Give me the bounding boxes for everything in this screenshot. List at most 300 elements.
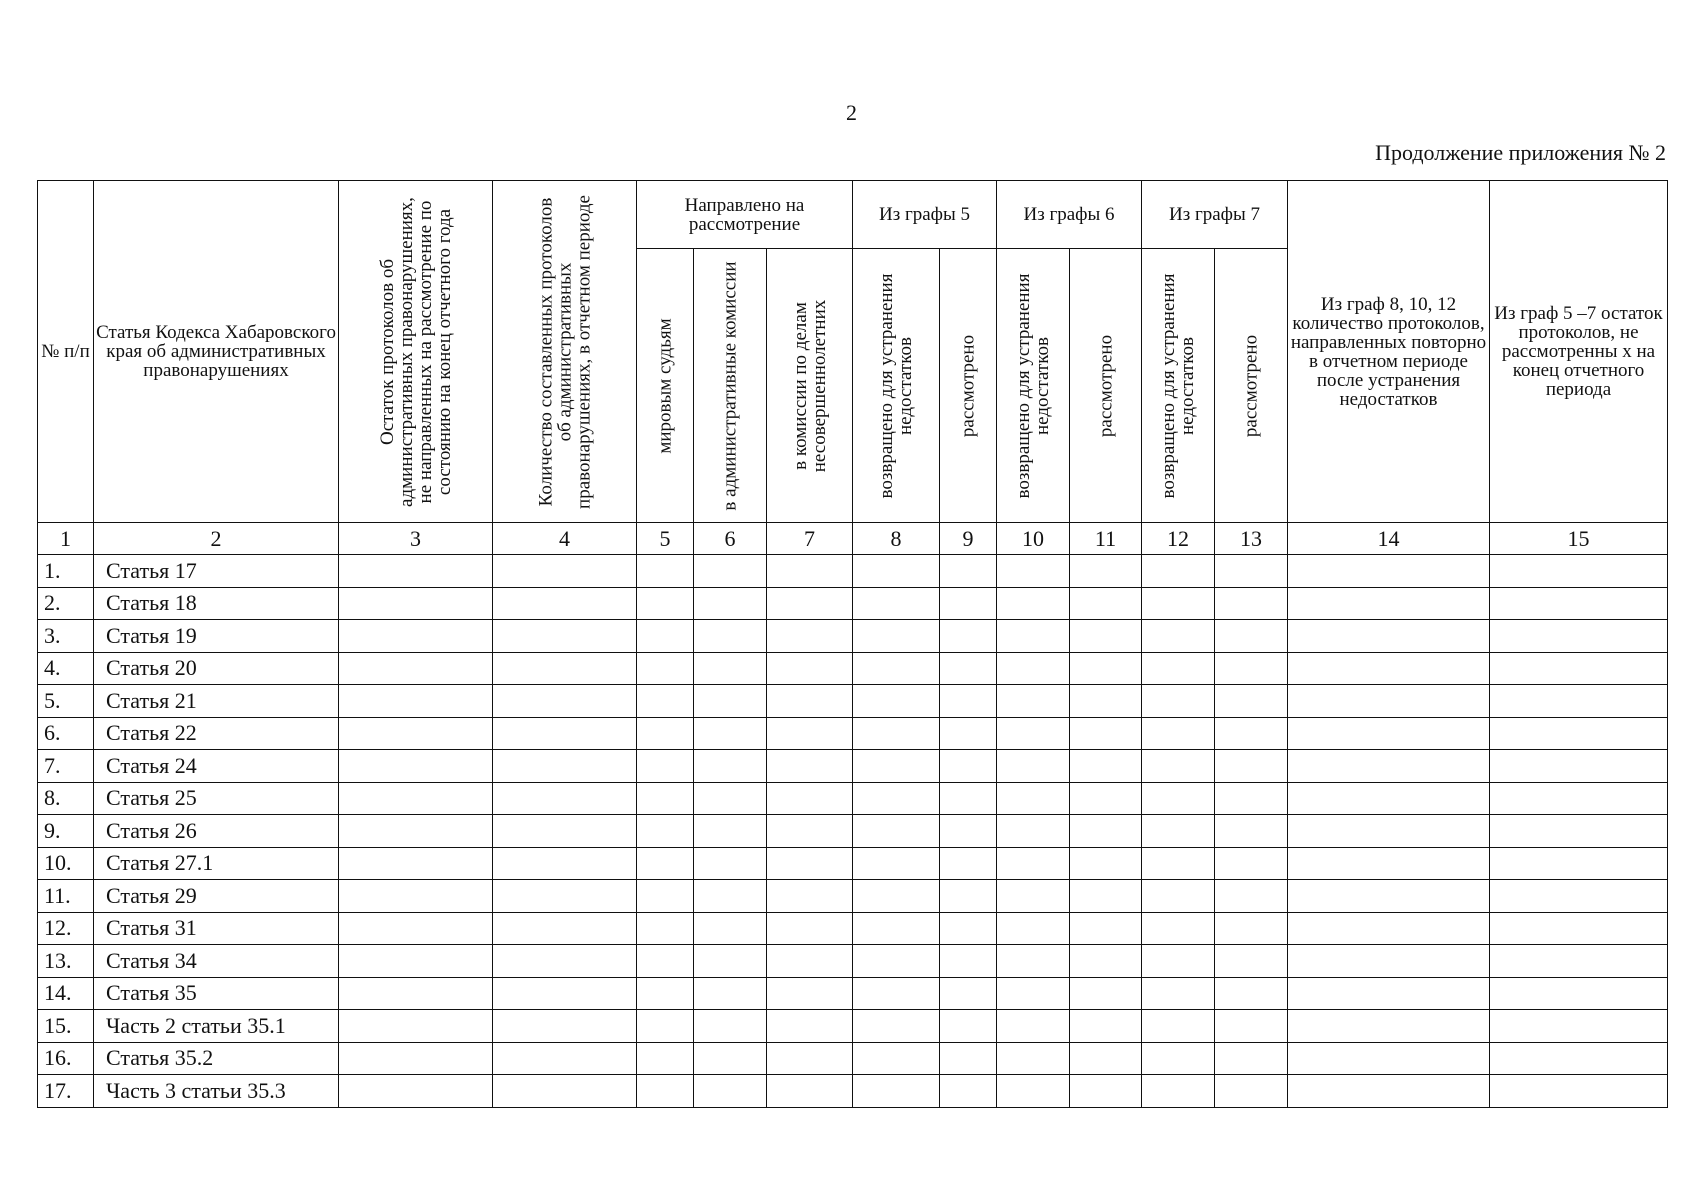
entry-cell[interactable] — [1142, 652, 1215, 685]
page-number: 2 — [846, 100, 857, 125]
entry-cell[interactable] — [339, 977, 493, 1010]
row-article: Статья 22 — [94, 717, 339, 750]
entry-cell[interactable] — [493, 847, 637, 880]
entry-cell[interactable] — [493, 977, 637, 1010]
row-article: Статья 20 — [94, 652, 339, 685]
row-article: Статья 35.2 — [94, 1042, 339, 1075]
entry-cell[interactable] — [1215, 717, 1288, 750]
entry-cell[interactable] — [1288, 717, 1490, 750]
entry-cell[interactable] — [940, 1075, 997, 1108]
entry-cell[interactable] — [1490, 1075, 1668, 1108]
entry-cell[interactable] — [1070, 880, 1142, 913]
entry-cell[interactable] — [694, 1010, 767, 1043]
entry-cell[interactable] — [493, 555, 637, 588]
row-article: Часть 2 статьи 35.1 — [94, 1010, 339, 1043]
entry-cell[interactable] — [1288, 652, 1490, 685]
entry-cell[interactable] — [997, 750, 1070, 783]
entry-cell[interactable] — [853, 555, 940, 588]
entry-cell[interactable] — [853, 717, 940, 750]
entry-cell[interactable] — [493, 815, 637, 848]
entry-cell[interactable] — [493, 685, 637, 718]
entry-cell[interactable] — [1070, 1010, 1142, 1043]
entry-cell[interactable] — [1288, 977, 1490, 1010]
row-number: 16. — [38, 1042, 94, 1075]
entry-cell[interactable] — [1288, 555, 1490, 588]
entry-cell[interactable] — [637, 1042, 694, 1075]
row-number: 11. — [38, 880, 94, 913]
column-number: 8 — [853, 523, 940, 555]
header-considered-6-label: рассмотрено — [1095, 334, 1116, 437]
entry-cell[interactable] — [997, 1042, 1070, 1075]
entry-cell[interactable] — [1215, 945, 1288, 978]
row-article: Статья 21 — [94, 685, 339, 718]
entry-cell[interactable] — [940, 620, 997, 653]
header-returned-7-label: возвращено для устранения недостатков — [1158, 273, 1198, 498]
entry-cell[interactable] — [1142, 945, 1215, 978]
entry-cell[interactable] — [997, 1010, 1070, 1043]
entry-cell[interactable] — [853, 945, 940, 978]
table-row — [38, 1075, 1668, 1108]
entry-cell[interactable] — [1070, 685, 1142, 718]
entry-cell[interactable] — [339, 880, 493, 913]
entry-cell[interactable] — [853, 1010, 940, 1043]
table-row — [38, 750, 1668, 783]
entry-cell[interactable] — [767, 945, 853, 978]
entry-cell[interactable] — [1215, 1010, 1288, 1043]
entry-cell[interactable] — [339, 912, 493, 945]
entry-cell[interactable] — [940, 880, 997, 913]
column-number: 15 — [1490, 523, 1668, 555]
row-number: 1. — [38, 555, 94, 588]
header-row-number: № п/п — [38, 181, 94, 523]
entry-cell[interactable] — [493, 620, 637, 653]
entry-cell[interactable] — [694, 945, 767, 978]
entry-cell[interactable] — [1215, 652, 1288, 685]
entry-cell[interactable] — [767, 1042, 853, 1075]
entry-cell[interactable] — [1142, 587, 1215, 620]
entry-cell[interactable] — [940, 587, 997, 620]
header-considered-7 — [1215, 249, 1288, 523]
entry-cell[interactable] — [637, 977, 694, 1010]
entry-cell[interactable] — [1142, 1042, 1215, 1075]
table-row — [38, 912, 1668, 945]
entry-cell[interactable] — [1215, 555, 1288, 588]
entry-cell[interactable] — [997, 977, 1070, 1010]
entry-cell[interactable] — [1070, 782, 1142, 815]
entry-cell[interactable] — [1070, 620, 1142, 653]
entry-cell[interactable] — [853, 912, 940, 945]
entry-cell[interactable] — [637, 685, 694, 718]
entry-cell[interactable] — [997, 847, 1070, 880]
row-article: Статья 19 — [94, 620, 339, 653]
header-remaining-start — [339, 181, 493, 523]
entry-cell[interactable] — [1288, 912, 1490, 945]
table-row — [38, 880, 1668, 913]
entry-cell[interactable] — [853, 652, 940, 685]
entry-cell[interactable] — [940, 782, 997, 815]
entry-cell[interactable] — [767, 977, 853, 1010]
row-number: 17. — [38, 1075, 94, 1108]
entry-cell[interactable] — [767, 685, 853, 718]
entry-cell[interactable] — [1215, 620, 1288, 653]
entry-cell[interactable] — [339, 815, 493, 848]
header-returned-6-label: возвращено для устранения недостатков — [1013, 273, 1053, 498]
header-remaining-end: Из граф 5 –7 остаток протоколов, не рассмотренны х на конец отчетного периода — [1490, 181, 1668, 523]
entry-cell[interactable] — [1288, 750, 1490, 783]
entry-cell[interactable] — [637, 912, 694, 945]
entry-cell[interactable] — [997, 815, 1070, 848]
table-row — [38, 620, 1668, 653]
entry-cell[interactable] — [694, 847, 767, 880]
entry-cell[interactable] — [1215, 782, 1288, 815]
entry-cell[interactable] — [694, 815, 767, 848]
entry-cell[interactable] — [1070, 945, 1142, 978]
entry-cell[interactable] — [940, 815, 997, 848]
entry-cell[interactable] — [694, 912, 767, 945]
row-article: Статья 27.1 — [94, 847, 339, 880]
entry-cell[interactable] — [1490, 717, 1668, 750]
entry-cell[interactable] — [853, 750, 940, 783]
entry-cell[interactable] — [1070, 1075, 1142, 1108]
entry-cell[interactable] — [853, 977, 940, 1010]
entry-cell[interactable] — [637, 945, 694, 978]
entry-cell[interactable] — [1070, 912, 1142, 945]
table-row — [38, 587, 1668, 620]
table-row — [38, 815, 1668, 848]
entry-cell[interactable] — [694, 555, 767, 588]
entry-cell[interactable] — [1288, 880, 1490, 913]
entry-cell[interactable] — [1288, 815, 1490, 848]
column-number: 11 — [1070, 523, 1142, 555]
entry-cell[interactable] — [853, 587, 940, 620]
entry-cell[interactable] — [767, 1010, 853, 1043]
row-article: Статья 17 — [94, 555, 339, 588]
entry-cell[interactable] — [1490, 880, 1668, 913]
entry-cell[interactable] — [997, 945, 1070, 978]
row-article: Статья 26 — [94, 815, 339, 848]
header-considered-5-label: рассмотрено — [957, 334, 979, 437]
entry-cell[interactable] — [637, 717, 694, 750]
entry-cell[interactable] — [637, 1010, 694, 1043]
entry-cell[interactable] — [339, 652, 493, 685]
header-compiled-count — [493, 181, 637, 523]
entry-cell[interactable] — [694, 880, 767, 913]
entry-cell[interactable] — [997, 652, 1070, 685]
row-number: 14. — [38, 977, 94, 1010]
entry-cell[interactable] — [1142, 1010, 1215, 1043]
entry-cell[interactable] — [767, 847, 853, 880]
entry-cell[interactable] — [493, 1010, 637, 1043]
header-resent: Из граф 8, 10, 12 количество протоколов, направленных повторно в отчетном периоде после устранения недостатков — [1288, 181, 1490, 523]
entry-cell[interactable] — [1490, 1042, 1668, 1075]
entry-cell[interactable] — [1142, 717, 1215, 750]
table-row — [38, 977, 1668, 1010]
entry-cell[interactable] — [1142, 847, 1215, 880]
row-number: 8. — [38, 782, 94, 815]
entry-cell[interactable] — [997, 880, 1070, 913]
entry-cell[interactable] — [767, 880, 853, 913]
entry-cell[interactable] — [853, 782, 940, 815]
entry-cell[interactable] — [997, 555, 1070, 588]
entry-cell[interactable] — [1490, 555, 1668, 588]
row-article: Статья 24 — [94, 750, 339, 783]
entry-cell[interactable] — [339, 847, 493, 880]
entry-cell[interactable] — [1215, 815, 1288, 848]
table-row — [38, 685, 1668, 718]
table-row — [38, 652, 1668, 685]
entry-cell[interactable] — [339, 587, 493, 620]
header-group-directed: Направлено на рассмотрение — [637, 181, 853, 249]
entry-cell[interactable] — [767, 555, 853, 588]
entry-cell[interactable] — [339, 620, 493, 653]
row-article: Статья 34 — [94, 945, 339, 978]
entry-cell[interactable] — [997, 912, 1070, 945]
entry-cell[interactable] — [940, 750, 997, 783]
entry-cell[interactable] — [1288, 685, 1490, 718]
entry-cell[interactable] — [997, 782, 1070, 815]
column-number: 9 — [940, 523, 997, 555]
entry-cell[interactable] — [493, 1075, 637, 1108]
entry-cell[interactable] — [1070, 750, 1142, 783]
row-number: 13. — [38, 945, 94, 978]
entry-cell[interactable] — [1070, 555, 1142, 588]
entry-cell[interactable] — [637, 847, 694, 880]
entry-cell[interactable] — [940, 1042, 997, 1075]
entry-cell[interactable] — [694, 685, 767, 718]
entry-cell[interactable] — [767, 587, 853, 620]
row-article: Статья 29 — [94, 880, 339, 913]
column-number: 6 — [694, 523, 767, 555]
entry-cell[interactable] — [1142, 782, 1215, 815]
entry-cell[interactable] — [1070, 717, 1142, 750]
entry-cell[interactable] — [853, 847, 940, 880]
entry-cell[interactable] — [1490, 620, 1668, 653]
header-group-from-6: Из графы 6 — [997, 181, 1142, 249]
entry-cell[interactable] — [339, 1010, 493, 1043]
entry-cell[interactable] — [1070, 977, 1142, 1010]
entry-cell[interactable] — [493, 945, 637, 978]
entry-cell[interactable] — [940, 945, 997, 978]
entry-cell[interactable] — [694, 717, 767, 750]
entry-cell[interactable] — [767, 782, 853, 815]
entry-cell[interactable] — [694, 1042, 767, 1075]
entry-cell[interactable] — [1142, 620, 1215, 653]
entry-cell[interactable] — [637, 652, 694, 685]
entry-cell[interactable] — [1490, 685, 1668, 718]
entry-cell[interactable] — [339, 555, 493, 588]
entry-cell[interactable] — [339, 782, 493, 815]
entry-cell[interactable] — [493, 750, 637, 783]
table-row — [38, 1042, 1668, 1075]
row-article: Статья 31 — [94, 912, 339, 945]
entry-cell[interactable] — [694, 620, 767, 653]
entry-cell[interactable] — [493, 912, 637, 945]
entry-cell[interactable] — [694, 652, 767, 685]
entry-cell[interactable] — [637, 782, 694, 815]
header-admin-commissions — [694, 249, 767, 523]
entry-cell[interactable] — [694, 977, 767, 1010]
entry-cell[interactable] — [339, 717, 493, 750]
entry-cell[interactable] — [1142, 555, 1215, 588]
entry-cell[interactable] — [1288, 847, 1490, 880]
entry-cell[interactable] — [493, 1042, 637, 1075]
entry-cell[interactable] — [1215, 880, 1288, 913]
entry-cell[interactable] — [997, 620, 1070, 653]
entry-cell[interactable] — [1142, 750, 1215, 783]
entry-cell[interactable] — [940, 652, 997, 685]
entry-cell[interactable] — [767, 815, 853, 848]
entry-cell[interactable] — [637, 750, 694, 783]
entry-cell[interactable] — [1070, 587, 1142, 620]
row-number: 6. — [38, 717, 94, 750]
entry-cell[interactable] — [767, 912, 853, 945]
entry-cell[interactable] — [1490, 912, 1668, 945]
entry-cell[interactable] — [1490, 750, 1668, 783]
row-number: 5. — [38, 685, 94, 718]
entry-cell[interactable] — [1490, 945, 1668, 978]
row-article: Статья 18 — [94, 587, 339, 620]
row-number: 10. — [38, 847, 94, 880]
entry-cell[interactable] — [1288, 620, 1490, 653]
entry-cell[interactable] — [1215, 1042, 1288, 1075]
entry-cell[interactable] — [493, 782, 637, 815]
entry-cell[interactable] — [637, 620, 694, 653]
entry-cell[interactable] — [339, 945, 493, 978]
entry-cell[interactable] — [853, 815, 940, 848]
entry-cell[interactable] — [1070, 1042, 1142, 1075]
entry-cell[interactable] — [1070, 815, 1142, 848]
entry-cell[interactable] — [637, 587, 694, 620]
entry-cell[interactable] — [853, 880, 940, 913]
entry-cell[interactable] — [767, 750, 853, 783]
entry-cell[interactable] — [339, 685, 493, 718]
header-returned-6 — [997, 249, 1070, 523]
header-considered-6 — [1070, 249, 1142, 523]
entry-cell[interactable] — [339, 1042, 493, 1075]
header-minors-commissions — [767, 249, 853, 523]
header-minors-commissions-label: в комиссии по делам несовершеннолетних — [789, 299, 830, 472]
entry-cell[interactable] — [1490, 847, 1668, 880]
entry-cell[interactable] — [1490, 977, 1668, 1010]
entry-cell[interactable] — [1142, 977, 1215, 1010]
entry-cell[interactable] — [637, 1075, 694, 1108]
entry-cell[interactable] — [1215, 587, 1288, 620]
column-number: 12 — [1142, 523, 1215, 555]
entry-cell[interactable] — [1142, 880, 1215, 913]
entry-cell[interactable] — [339, 750, 493, 783]
entry-cell[interactable] — [853, 1075, 940, 1108]
header-considered-7-label: рассмотрено — [1240, 334, 1262, 437]
entry-cell[interactable] — [1288, 587, 1490, 620]
entry-cell[interactable] — [1288, 1010, 1490, 1043]
entry-cell[interactable] — [940, 847, 997, 880]
entry-cell[interactable] — [1215, 977, 1288, 1010]
entry-cell[interactable] — [767, 717, 853, 750]
entry-cell[interactable] — [997, 1075, 1070, 1108]
entry-cell[interactable] — [767, 652, 853, 685]
entry-cell[interactable] — [940, 912, 997, 945]
entry-cell[interactable] — [493, 587, 637, 620]
data-rows — [38, 555, 1668, 1108]
entry-cell[interactable] — [997, 587, 1070, 620]
entry-cell[interactable] — [1490, 652, 1668, 685]
entry-cell[interactable] — [1490, 1010, 1668, 1043]
entry-cell[interactable] — [1288, 1042, 1490, 1075]
entry-cell[interactable] — [940, 977, 997, 1010]
entry-cell[interactable] — [767, 1075, 853, 1108]
column-number: 1 — [38, 523, 94, 555]
entry-cell[interactable] — [940, 685, 997, 718]
entry-cell[interactable] — [1215, 685, 1288, 718]
entry-cell[interactable] — [1215, 1075, 1288, 1108]
entry-cell[interactable] — [940, 555, 997, 588]
entry-cell[interactable] — [853, 1042, 940, 1075]
row-number: 12. — [38, 912, 94, 945]
row-number: 9. — [38, 815, 94, 848]
header-group-from-7: Из графы 7 — [1142, 181, 1288, 249]
entry-cell[interactable] — [1215, 912, 1288, 945]
column-number: 14 — [1288, 523, 1490, 555]
entry-cell[interactable] — [1490, 587, 1668, 620]
entry-cell[interactable] — [1288, 782, 1490, 815]
entry-cell[interactable] — [1490, 782, 1668, 815]
entry-cell[interactable] — [940, 1010, 997, 1043]
entry-cell[interactable] — [1288, 1075, 1490, 1108]
header-magistrates — [637, 249, 694, 523]
entry-cell[interactable] — [1070, 652, 1142, 685]
entry-cell[interactable] — [694, 782, 767, 815]
entry-cell[interactable] — [694, 587, 767, 620]
row-article: Статья 25 — [94, 782, 339, 815]
entry-cell[interactable] — [694, 1075, 767, 1108]
column-number: 5 — [637, 523, 694, 555]
entry-cell[interactable] — [1490, 815, 1668, 848]
header-admin-commissions-label: в административные комиссии — [719, 260, 741, 511]
header-compiled-count-label: Количество составленных протоколов об административных правонарушениях, в отчетном периоде — [535, 194, 594, 509]
table-row — [38, 782, 1668, 815]
column-number: 2 — [94, 523, 339, 555]
entry-cell[interactable] — [637, 880, 694, 913]
header-magistrates-label: мировым судьям — [654, 317, 676, 454]
entry-cell[interactable] — [853, 620, 940, 653]
entry-cell[interactable] — [1070, 847, 1142, 880]
entry-cell[interactable] — [997, 685, 1070, 718]
row-article: Статья 35 — [94, 977, 339, 1010]
entry-cell[interactable] — [493, 880, 637, 913]
header-article: Статья Кодекса Хабаровского края об административных правонарушениях — [94, 181, 339, 523]
entry-cell[interactable] — [940, 717, 997, 750]
entry-cell[interactable] — [997, 717, 1070, 750]
entry-cell[interactable] — [694, 750, 767, 783]
entry-cell[interactable] — [637, 815, 694, 848]
entry-cell[interactable] — [1215, 750, 1288, 783]
row-article: Часть 3 статьи 35.3 — [94, 1075, 339, 1108]
entry-cell[interactable] — [1142, 912, 1215, 945]
entry-cell[interactable] — [637, 555, 694, 588]
entry-cell[interactable] — [1288, 945, 1490, 978]
entry-cell[interactable] — [1142, 685, 1215, 718]
report-table — [37, 180, 1668, 1108]
entry-cell[interactable] — [767, 620, 853, 653]
entry-cell[interactable] — [853, 685, 940, 718]
entry-cell[interactable] — [493, 717, 637, 750]
entry-cell[interactable] — [1215, 847, 1288, 880]
column-number: 7 — [767, 523, 853, 555]
entry-cell[interactable] — [1142, 1075, 1215, 1108]
entry-cell[interactable] — [493, 652, 637, 685]
entry-cell[interactable] — [339, 1075, 493, 1108]
entry-cell[interactable] — [1142, 815, 1215, 848]
